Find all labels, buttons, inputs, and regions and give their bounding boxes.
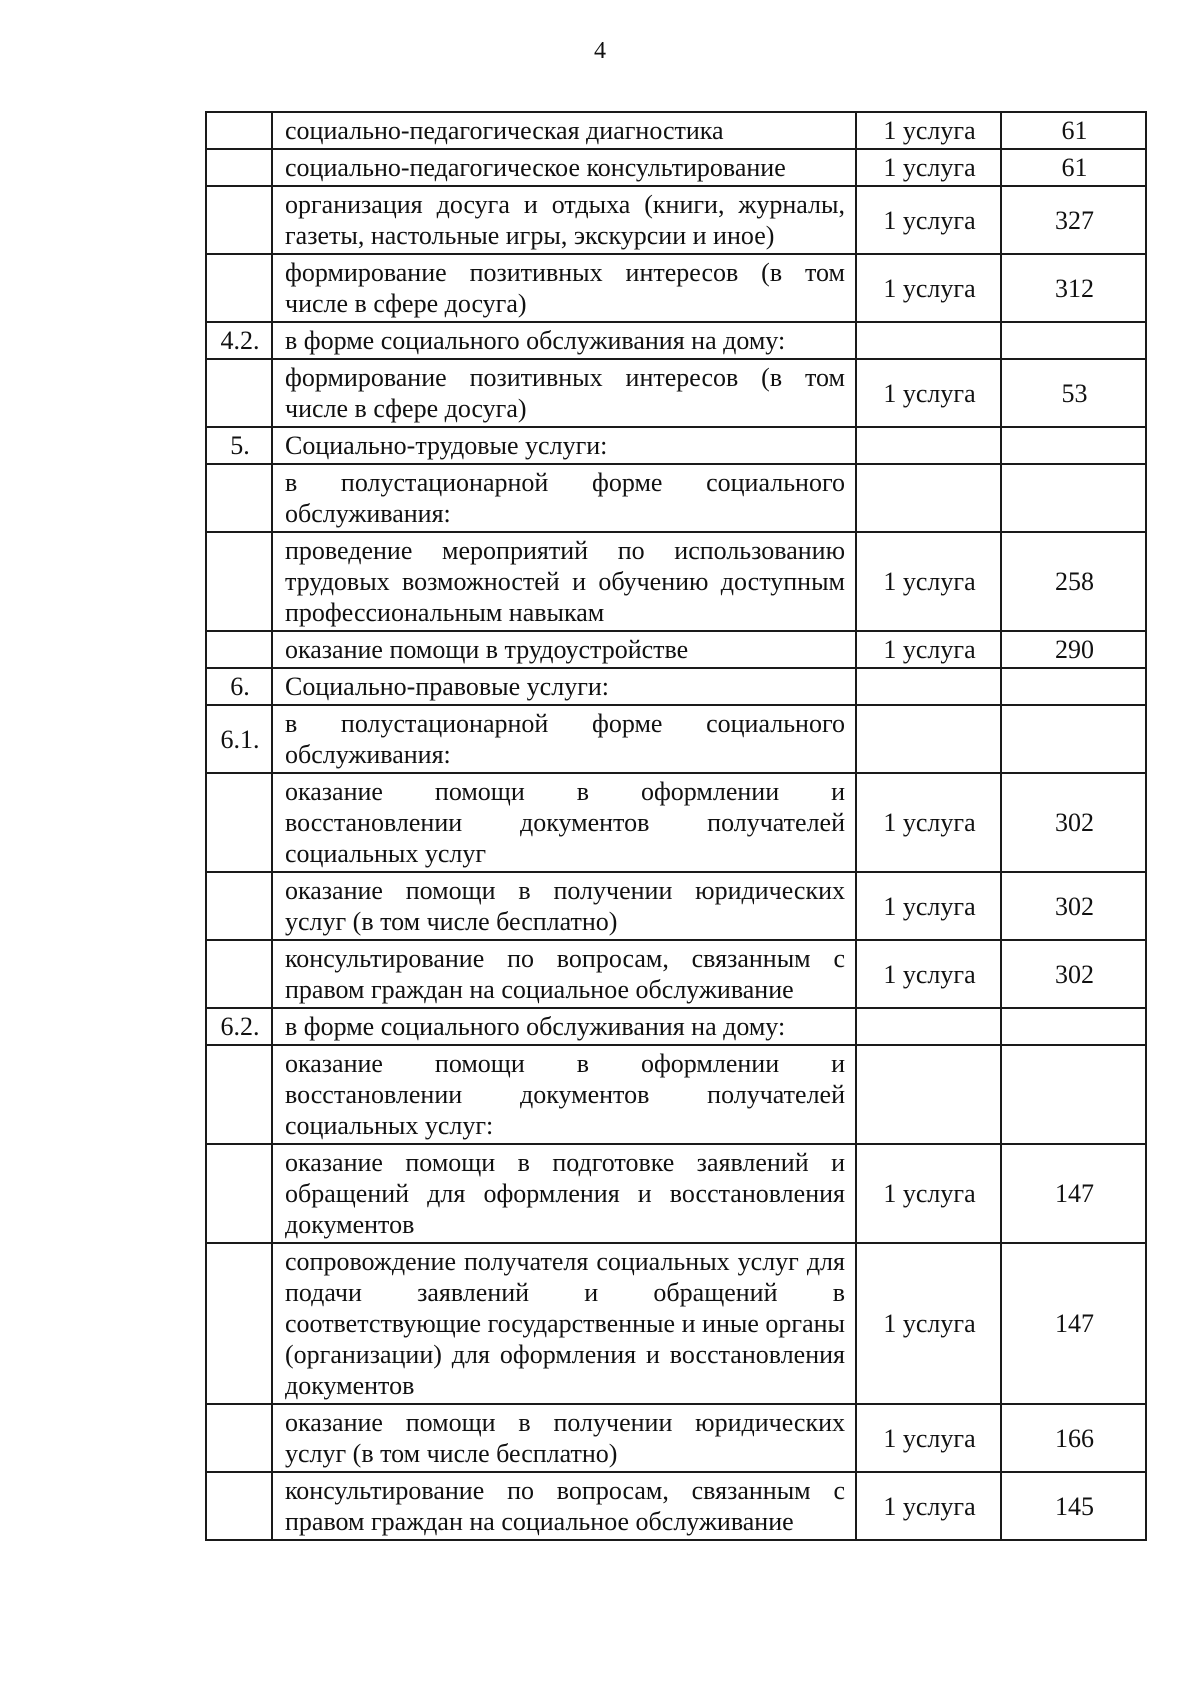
table-row bbox=[206, 1404, 1146, 1472]
table-row bbox=[206, 668, 1146, 705]
unit-cell: 1 услуга bbox=[856, 631, 1001, 668]
price-cell: 302 bbox=[1001, 940, 1146, 1008]
service-name-cell: в форме социального обслуживания на дому: bbox=[272, 322, 856, 359]
service-name-cell: социально-педагогическая диагностика bbox=[272, 112, 856, 149]
table-row bbox=[206, 1008, 1146, 1045]
row-number-cell bbox=[206, 359, 272, 427]
price-cell: 258 bbox=[1001, 532, 1146, 631]
row-number-cell: 6.2. bbox=[206, 1008, 272, 1045]
service-name-cell: организация досуга и отдыха (книги, журналы, газеты, настольные игры, экскурсии и иное) bbox=[272, 186, 856, 254]
unit-cell bbox=[856, 705, 1001, 773]
unit-cell: 1 услуга bbox=[856, 112, 1001, 149]
unit-cell: 1 услуга bbox=[856, 186, 1001, 254]
unit-cell bbox=[856, 464, 1001, 532]
row-number-cell bbox=[206, 112, 272, 149]
unit-cell: 1 услуга bbox=[856, 773, 1001, 872]
service-name-cell: оказание помощи в оформлении и восстановлении документов получателей социальных услуг bbox=[272, 773, 856, 872]
price-cell: 147 bbox=[1001, 1243, 1146, 1404]
table-row bbox=[206, 872, 1146, 940]
service-name-cell: оказание помощи в получении юридических услуг (в том числе бесплатно) bbox=[272, 1404, 856, 1472]
row-number-cell bbox=[206, 773, 272, 872]
unit-cell: 1 услуга bbox=[856, 359, 1001, 427]
table-row bbox=[206, 705, 1146, 773]
service-name-cell: консультирование по вопросам, связанным с правом граждан на социальное обслуживание bbox=[272, 1472, 856, 1540]
unit-cell: 1 услуга bbox=[856, 1144, 1001, 1243]
service-name-cell: в форме социального обслуживания на дому: bbox=[272, 1008, 856, 1045]
price-cell: 61 bbox=[1001, 112, 1146, 149]
table-row bbox=[206, 254, 1146, 322]
price-cell: 327 bbox=[1001, 186, 1146, 254]
row-number-cell bbox=[206, 254, 272, 322]
services-price-table bbox=[205, 111, 1147, 1541]
service-name-cell: консультирование по вопросам, связанным с правом граждан на социальное обслуживание bbox=[272, 940, 856, 1008]
unit-cell bbox=[856, 1045, 1001, 1144]
unit-cell: 1 услуга bbox=[856, 872, 1001, 940]
service-name-cell: формирование позитивных интересов (в том числе в сфере досуга) bbox=[272, 359, 856, 427]
service-name-cell: социально-педагогическое консультирование bbox=[272, 149, 856, 186]
row-number-cell bbox=[206, 872, 272, 940]
table-row bbox=[206, 940, 1146, 1008]
row-number-cell bbox=[206, 940, 272, 1008]
row-number-cell bbox=[206, 1045, 272, 1144]
row-number-cell bbox=[206, 1472, 272, 1540]
service-name-cell: сопровождение получателя социальных услуг для подачи заявлений и обращений в соответствующие государственные и иные органы (организации) для оформления и восстановления документов bbox=[272, 1243, 856, 1404]
price-cell: 61 bbox=[1001, 149, 1146, 186]
unit-cell bbox=[856, 427, 1001, 464]
row-number-cell: 4.2. bbox=[206, 322, 272, 359]
table-row bbox=[206, 1144, 1146, 1243]
price-cell: 145 bbox=[1001, 1472, 1146, 1540]
row-number-cell bbox=[206, 1243, 272, 1404]
row-number-cell bbox=[206, 1404, 272, 1472]
unit-cell bbox=[856, 322, 1001, 359]
row-number-cell bbox=[206, 1144, 272, 1243]
row-number-cell bbox=[206, 631, 272, 668]
unit-cell: 1 услуга bbox=[856, 532, 1001, 631]
row-number-cell bbox=[206, 532, 272, 631]
unit-cell bbox=[856, 1008, 1001, 1045]
table-row bbox=[206, 1243, 1146, 1404]
row-number-cell bbox=[206, 149, 272, 186]
service-name-cell: проведение мероприятий по использованию трудовых возможностей и обучению доступным профессиональным навыкам bbox=[272, 532, 856, 631]
table-row bbox=[206, 773, 1146, 872]
price-cell bbox=[1001, 668, 1146, 705]
table-row bbox=[206, 112, 1146, 149]
table-row bbox=[206, 359, 1146, 427]
table-row bbox=[206, 427, 1146, 464]
table-row bbox=[206, 532, 1146, 631]
price-cell: 166 bbox=[1001, 1404, 1146, 1472]
row-number-cell: 6. bbox=[206, 668, 272, 705]
page-number: 4 bbox=[594, 38, 606, 64]
service-name-cell: в полустационарной форме социального обслуживания: bbox=[272, 464, 856, 532]
price-cell: 312 bbox=[1001, 254, 1146, 322]
table-row bbox=[206, 631, 1146, 668]
price-cell bbox=[1001, 427, 1146, 464]
service-name-cell: оказание помощи в трудоустройстве bbox=[272, 631, 856, 668]
table-row bbox=[206, 322, 1146, 359]
price-cell: 302 bbox=[1001, 872, 1146, 940]
unit-cell: 1 услуга bbox=[856, 254, 1001, 322]
service-name-cell: оказание помощи в получении юридических услуг (в том числе бесплатно) bbox=[272, 872, 856, 940]
table-row bbox=[206, 1472, 1146, 1540]
service-name-cell: оказание помощи в подготовке заявлений и обращений для оформления и восстановления документов bbox=[272, 1144, 856, 1243]
row-number-cell bbox=[206, 464, 272, 532]
unit-cell: 1 услуга bbox=[856, 940, 1001, 1008]
service-name-cell: в полустационарной форме социального обслуживания: bbox=[272, 705, 856, 773]
unit-cell bbox=[856, 668, 1001, 705]
service-name-cell: Социально-правовые услуги: bbox=[272, 668, 856, 705]
unit-cell: 1 услуга bbox=[856, 149, 1001, 186]
service-name-cell: Социально-трудовые услуги: bbox=[272, 427, 856, 464]
price-cell: 290 bbox=[1001, 631, 1146, 668]
service-name-cell: оказание помощи в оформлении и восстановлении документов получателей социальных услуг: bbox=[272, 1045, 856, 1144]
table-row bbox=[206, 464, 1146, 532]
price-cell bbox=[1001, 464, 1146, 532]
price-cell: 53 bbox=[1001, 359, 1146, 427]
table-row bbox=[206, 186, 1146, 254]
price-cell bbox=[1001, 322, 1146, 359]
unit-cell: 1 услуга bbox=[856, 1472, 1001, 1540]
price-cell bbox=[1001, 1008, 1146, 1045]
price-cell: 147 bbox=[1001, 1144, 1146, 1243]
unit-cell: 1 услуга bbox=[856, 1404, 1001, 1472]
row-number-cell: 5. bbox=[206, 427, 272, 464]
unit-cell: 1 услуга bbox=[856, 1243, 1001, 1404]
table-row bbox=[206, 1045, 1146, 1144]
service-name-cell: формирование позитивных интересов (в том числе в сфере досуга) bbox=[272, 254, 856, 322]
row-number-cell: 6.1. bbox=[206, 705, 272, 773]
price-cell: 302 bbox=[1001, 773, 1146, 872]
table-row bbox=[206, 149, 1146, 186]
row-number-cell bbox=[206, 186, 272, 254]
price-cell bbox=[1001, 705, 1146, 773]
table-body bbox=[206, 112, 1146, 1540]
price-cell bbox=[1001, 1045, 1146, 1144]
